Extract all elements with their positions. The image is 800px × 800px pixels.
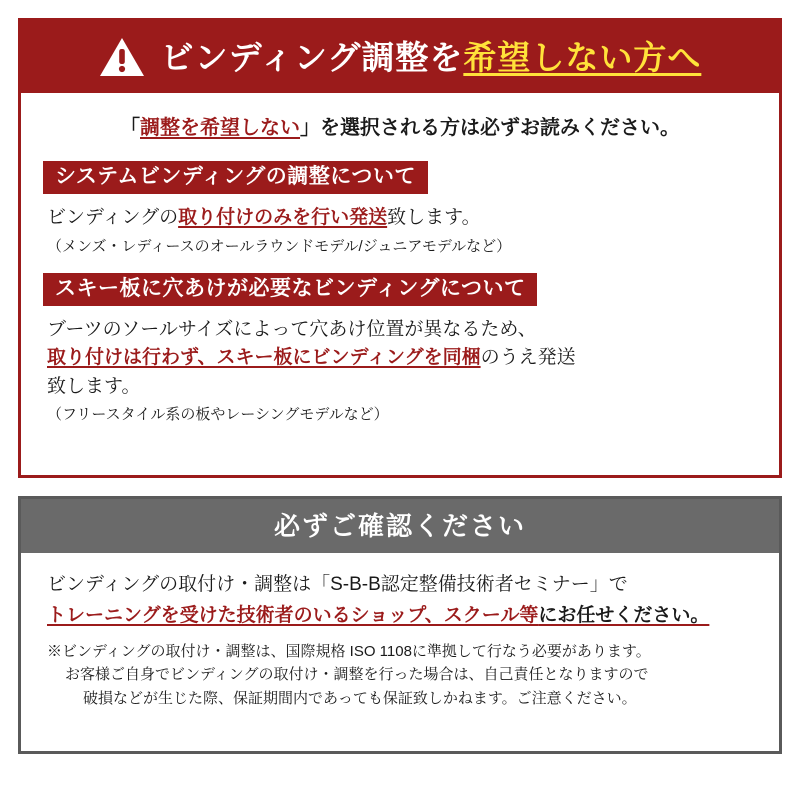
confirm-banner-title: 必ずご確認ください [273,511,526,541]
must-confirm-panel [18,496,782,754]
section2-line1: ブーツのソールサイズによって穴あけ位置が異なるため、 [47,318,537,340]
confirm-line1: ビンディングの取付け・調整は「S-B-B認定整備技術者セミナー」で [47,574,628,595]
banner-title [160,38,702,76]
confirm-line2 [47,602,753,631]
lead-pre: 「 [120,117,140,139]
section2 [43,269,757,426]
binding-adjustment-warning-panel [18,18,782,478]
confirm-banner [21,499,779,553]
fineprint-line2: お客様ご自身でビンディングの取付け・調整を行った場合は、自己責任となりますので [65,666,649,684]
section2-note: （フリースタイル系の板やレーシングモデルなど） [47,406,389,424]
panel-body [21,93,779,447]
fineprint-line3: 破損などが生じた際、保証期間内であっても保証致しかねます。ご注意ください。 [83,689,637,707]
panel-banner [21,21,779,93]
section1-text [47,204,757,232]
lead-post: 」を選択される方は必ずお読みください。 [300,117,680,139]
section1-text-mark: 取り付けのみを行い発送 [178,207,388,229]
section1-text-post: 致します。 [387,207,481,229]
warning-triangle-icon [99,36,145,78]
confirm-fineprint [47,640,753,710]
lead-underlined: 調整を希望しない [140,117,300,139]
section2-heading: スキー板に穴あけが必要なビンディングについて [43,273,537,306]
fineprint-line1: ※ビンディングの取付け・調整は、国際規格 ISO 1108に準拠して行なう必要があります。 [47,643,651,660]
section1-text-pre: ビンディングの [47,207,179,229]
confirm-line2-post: にお任せください。 [538,604,710,626]
lead-text [43,115,757,141]
confirm-body [21,553,779,720]
confirm-line2-mark: トレーニングを受けた技術者のいるショップ、スクール等 [47,604,539,626]
section1-note: （メンズ・レディースのオールラウンドモデル/ジュニアモデルなど） [47,237,512,255]
section2-line3: 致します。 [47,375,141,397]
banner-title-highlight: 希望しない方へ [463,38,702,76]
section1-heading: システムビンディングの調整について [43,161,428,194]
section2-line2-post: のうえ発送 [480,347,576,369]
banner-title-plain: ビンディング調整を [160,38,464,76]
section2-line2-mark: 取り付けは行わず、スキー板にビンディングを同梱 [47,347,481,369]
section2-line2 [47,344,757,372]
